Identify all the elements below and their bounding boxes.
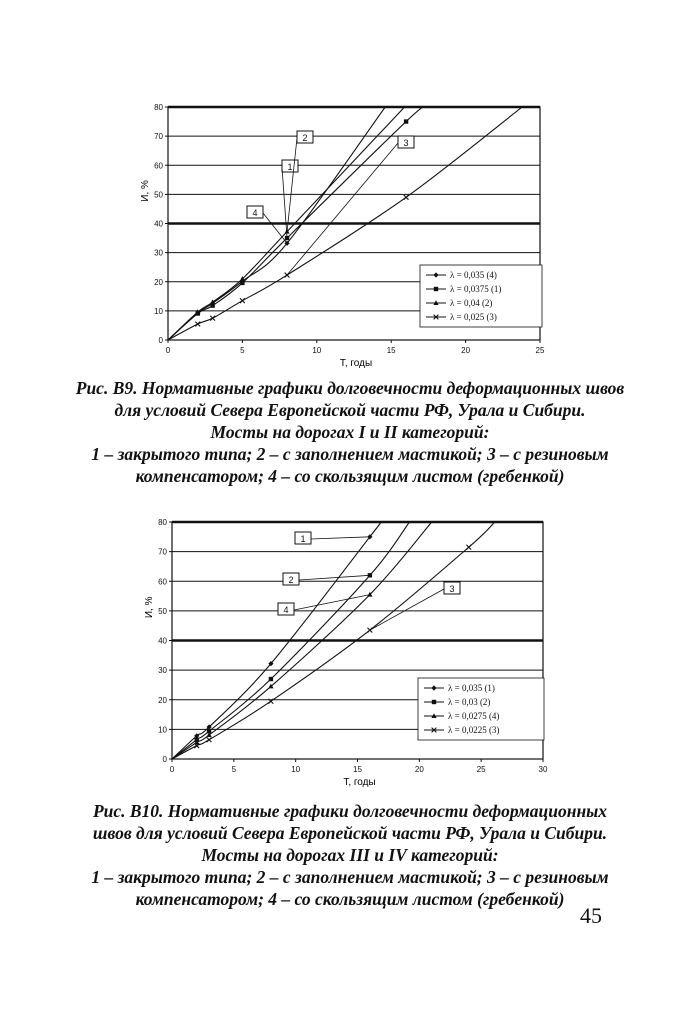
x-tick-label: 20 <box>414 765 424 774</box>
y-tick-label: 30 <box>158 666 167 676</box>
legend-entry: λ = 0,035 (4) <box>450 270 497 280</box>
caption-b10-line: Рис. В10. Нормативные графики долговечности деформационных <box>92 801 608 821</box>
legend-entry: λ = 0,03 (2) <box>448 697 491 707</box>
curve-label-2 <box>297 131 313 143</box>
y-tick-label: 0 <box>162 755 167 764</box>
x-axis-title: T, годы <box>339 358 373 369</box>
y-tick-label: 40 <box>154 219 163 229</box>
curve-label-text: 1 <box>300 534 306 544</box>
curve-label-leader <box>294 595 370 610</box>
curve-label-leader <box>287 143 398 275</box>
series-marker-cross <box>240 298 245 303</box>
caption-b10 <box>60 800 640 910</box>
series-marker-cross <box>195 322 200 327</box>
curve-label-3 <box>398 136 414 148</box>
curve-label-text: 2 <box>288 575 294 585</box>
y-tick-label: 80 <box>158 518 167 527</box>
caption-b10-line: компенсатором; 4 – со скользящим листом (гребенкой) <box>135 889 565 909</box>
y-tick-label: 60 <box>154 161 163 171</box>
curve-label-leader <box>299 575 370 580</box>
curve-label-text: 4 <box>283 605 289 615</box>
chart-b10-svg <box>0 510 700 790</box>
curve-label-1 <box>282 160 298 172</box>
x-tick-label: 10 <box>312 346 322 355</box>
x-tick-label: 10 <box>291 765 301 774</box>
x-tick-label: 15 <box>353 765 362 774</box>
caption-b9 <box>60 377 640 487</box>
y-tick-label: 40 <box>158 636 167 646</box>
caption-b10-line: 1 – закрытого типа; 2 – с заполнением мастикой; 3 – с резиновым <box>91 867 609 887</box>
legend-entry: λ = 0,0225 (3) <box>448 725 500 735</box>
legend-entry: λ = 0,04 (2) <box>450 298 493 308</box>
series-marker-square <box>240 281 244 285</box>
chart-figure-b10 <box>0 510 700 790</box>
y-tick-label: 20 <box>158 695 167 705</box>
x-tick-label: 30 <box>538 765 548 774</box>
x-tick-label: 15 <box>386 346 396 355</box>
caption-b9-line: для условий Севера Европейской части РФ, Урала и Сибири. <box>114 400 586 420</box>
y-tick-label: 60 <box>158 577 167 587</box>
x-tick-label: 5 <box>240 346 245 355</box>
y-tick-label: 70 <box>158 547 167 557</box>
x-tick-label: 25 <box>476 765 486 774</box>
curve-label-4 <box>247 206 263 218</box>
x-axis-title: T, годы <box>343 777 376 788</box>
y-tick-label: 10 <box>158 725 167 735</box>
x-tick-label: 0 <box>169 765 175 774</box>
caption-b9-line: компенсатором; 4 – со скользящим листом (гребенкой) <box>135 466 565 486</box>
y-axis-title: И, % <box>140 180 151 202</box>
y-axis-title: И, % <box>144 596 155 619</box>
curve-label-leader <box>287 138 297 232</box>
series-marker-square <box>404 119 408 123</box>
y-tick-label: 50 <box>154 190 163 200</box>
legend-entry: λ = 0,0275 (4) <box>448 711 500 721</box>
y-tick-label: 50 <box>158 606 167 616</box>
x-tick-label: 5 <box>231 765 237 774</box>
x-tick-label: 20 <box>461 346 471 355</box>
legend-entry: λ = 0,025 (3) <box>450 312 497 322</box>
curve-label-3 <box>444 582 460 594</box>
series-marker-cross <box>404 195 409 200</box>
series-marker-square <box>434 287 438 291</box>
y-tick-label: 80 <box>154 103 163 112</box>
curve-label-2 <box>283 573 299 585</box>
y-tick-label: 70 <box>154 132 163 142</box>
series-marker-square <box>269 677 273 681</box>
caption-b9-line: 1 – закрытого типа; 2 – с заполнением мастикой; 3 – с резиновым <box>91 444 609 464</box>
curve-label-text: 4 <box>252 208 258 218</box>
curve-label-text: 1 <box>287 162 293 172</box>
series-marker-cross <box>207 737 212 742</box>
curve-label-leader <box>370 589 444 630</box>
curve-label-text: 2 <box>302 133 308 143</box>
series-marker-cross <box>466 545 471 550</box>
legend <box>420 265 542 327</box>
series-marker-square <box>432 700 436 704</box>
curve-label-leader <box>263 213 287 243</box>
curve-label-4 <box>278 603 294 615</box>
x-tick-label: 0 <box>165 346 171 355</box>
caption-b9-line: Мосты на дорогах I и II категорий: <box>210 422 490 442</box>
y-tick-label: 30 <box>154 248 163 258</box>
legend-entry: λ = 0,035 (1) <box>448 683 495 693</box>
curve-label-text: 3 <box>449 584 455 594</box>
curve-label-text: 3 <box>403 138 409 148</box>
chart-b9-svg <box>0 95 700 375</box>
page-number: 45 <box>580 903 602 928</box>
caption-b10-line: швов для условий Севера Европейской части РФ, Урала и Сибири. <box>92 823 608 843</box>
y-tick-label: 10 <box>154 306 163 316</box>
series-marker-cross <box>210 316 215 321</box>
y-tick-label: 0 <box>158 336 163 345</box>
curve-label-1 <box>295 532 311 544</box>
y-tick-label: 20 <box>154 277 163 287</box>
x-tick-label: 25 <box>535 346 545 355</box>
curve-label-leader <box>311 537 370 539</box>
caption-b9-line: Рис. В9. Нормативные графики долговечности деформационных швов <box>75 378 625 398</box>
legend <box>418 678 544 740</box>
legend-entry: λ = 0,0375 (1) <box>450 284 502 294</box>
chart-figure-b9 <box>0 95 700 375</box>
caption-b10-line: Мосты на дорогах III и IV категорий: <box>201 845 499 865</box>
curve-label-leader <box>282 167 287 238</box>
